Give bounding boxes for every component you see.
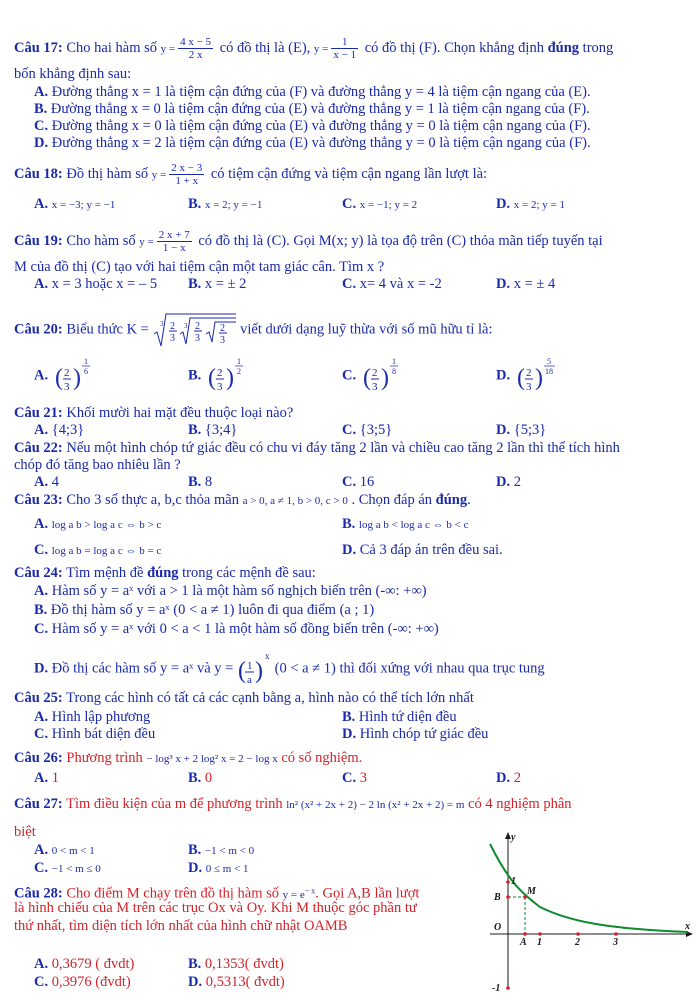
question-label: Câu 20: — [14, 321, 63, 338]
question-22 — [14, 440, 688, 457]
option-27-c[interactable]: C. −1 < m ≤ 0 — [34, 860, 101, 876]
svg-text:x: x — [264, 651, 270, 661]
svg-text:): ) — [380, 365, 389, 391]
svg-text:5: 5 — [546, 357, 551, 366]
question-text: Tìm mệnh đề — [66, 565, 144, 581]
option-18-a[interactable]: A. x = −3; y = −1 — [34, 196, 116, 212]
question-text: . Gọi A,B lần lượt — [315, 885, 420, 902]
svg-text:2: 2 — [236, 367, 241, 376]
option-26-b[interactable]: B. 0 — [188, 770, 213, 786]
question-20 — [14, 312, 688, 348]
svg-text:3: 3 — [195, 333, 201, 344]
question-label: Câu 18: — [14, 165, 63, 182]
point-a — [523, 932, 527, 936]
question-label: Câu 19: — [14, 232, 63, 249]
option-24-c[interactable]: C. Hàm số y = aˣ với 0 < a < 1 là một hàm số đồng biến trên (-∞: +∞) — [34, 621, 439, 637]
question-text: có đồ thị (F). Chọn khẳng định — [364, 39, 544, 56]
option-18-c[interactable]: C. x = −1; y = 2 — [342, 196, 418, 212]
option-25-d[interactable]: D. Hình chóp tứ giác đều — [342, 726, 489, 742]
option-24-a[interactable]: A. Hàm số y = aˣ với a > 1 là một hàm số nghịch biến trên (-∞: +∞) — [34, 583, 427, 599]
nested-radical-expression — [152, 312, 236, 348]
fraction: $\frac{4 x - 5}{2 x}$ — [180, 36, 212, 61]
svg-text:(: ( — [237, 658, 246, 684]
point-y1 — [506, 880, 510, 884]
option-17-d[interactable]: D. Đường thẳng x = 2 là tiệm cận đứng của (E) và đường thẳng y = 0 là tiệm cận ngang của (F). — [34, 135, 591, 151]
option-22-b[interactable]: B. 8 — [188, 474, 213, 490]
label-2x: 2 — [575, 937, 580, 948]
label-1y: 1 — [511, 876, 516, 887]
formula-var: y = — [139, 235, 154, 248]
question-text: viết dưới dạng luỹ thừa với số mũ hữu tỉ là: — [240, 321, 493, 338]
option-28-c[interactable]: C. 0,3976 (đvdt) — [34, 974, 131, 990]
question-28-line2: là hình chiếu của M trên các trục Ox và Oy. Khi M thuộc góc phần tư — [14, 900, 417, 916]
svg-text:(: ( — [516, 365, 525, 391]
svg-text:8: 8 — [391, 367, 396, 376]
svg-text:a: a — [246, 674, 252, 686]
option-25-c[interactable]: C. Hình bát diện đều — [34, 726, 156, 742]
label-b: B — [494, 892, 501, 903]
svg-text:3: 3 — [525, 381, 532, 393]
option-17-a[interactable]: A. Đường thẳng x = 1 là tiệm cận đứng của (F) và đường thẳng y = 4 là tiệm cận ngang của (E). — [34, 84, 591, 100]
question-23 — [14, 492, 688, 510]
svg-text:3: 3 — [170, 333, 176, 344]
svg-text:6: 6 — [83, 367, 88, 376]
option-22-d[interactable]: D. 2 — [496, 474, 521, 490]
option-27-a[interactable]: A. 0 < m < 1 — [34, 842, 95, 858]
function-formula: $y = e^{- x}$ — [282, 886, 316, 901]
option-22-c[interactable]: C. 16 — [342, 474, 375, 490]
label-o: O — [494, 922, 502, 933]
question-text: Cho hai hàm số — [66, 39, 157, 56]
option-20-b[interactable]: B. ( 2 3 ) 1 2 — [188, 357, 241, 393]
question-text: Tìm điều kiện của m để phương trình — [66, 796, 283, 812]
option-20-d[interactable]: D. ( 2 3 ) 5 18 — [496, 357, 553, 393]
point-b — [506, 895, 510, 899]
question-19 — [14, 229, 688, 254]
option-17-b[interactable]: B. Đường thẳng x = 0 là tiệm cận đứng của (E) và đường thẳng y = 1 là tiệm cận ngang của (F). — [34, 101, 590, 117]
question-27 — [14, 796, 688, 814]
question-text: trong — [582, 39, 614, 56]
option-27-b[interactable]: B. −1 < m < 0 — [188, 842, 255, 858]
option-19-d[interactable]: D. x = ± 4 — [496, 276, 556, 292]
question-text: Đồ thị hàm số — [66, 165, 149, 182]
svg-text:3: 3 — [160, 320, 164, 328]
option-21-d[interactable]: D. {5;3} — [496, 422, 547, 438]
tick-2x — [576, 932, 580, 936]
exp-decay-graph — [470, 830, 695, 995]
question-text: . Chọn đáp án — [351, 492, 433, 508]
option-28-d[interactable]: D. 0,5313( đvdt) — [188, 974, 285, 990]
option-26-a[interactable]: A. 1 — [34, 770, 59, 786]
option-21-c[interactable]: C. {3;5} — [342, 422, 393, 438]
svg-text:(: ( — [362, 365, 371, 391]
svg-text:3: 3 — [220, 335, 226, 346]
question-label: Câu 23: — [14, 492, 63, 508]
option-20-c[interactable]: C. ( 2 3 ) 1 8 — [342, 357, 396, 393]
option-17-c[interactable]: C. Đường thẳng x = 0 là tiệm cận đứng của (E) và đường thẳng y = 0 là tiệm cận ngang của (F). — [34, 118, 591, 134]
question-21 — [14, 405, 688, 422]
option-26-d[interactable]: D. 2 — [496, 770, 521, 786]
equation: − log³ x + 2 log² x = 2 − log x — [146, 753, 278, 765]
label-m: M — [527, 886, 536, 897]
option-23-c[interactable]: C. log a b = log a c ⇔ b = c — [34, 542, 162, 558]
option-24-b[interactable]: B. Đồ thị hàm số y = aˣ (0 < a ≠ 1) luôn đi qua điểm (a ; 1) — [34, 602, 375, 618]
punctuation: . — [467, 492, 471, 508]
question-text: Khối mười hai mặt đều thuộc loại nào? — [66, 405, 294, 421]
option-27-d[interactable]: D. 0 ≤ m < 1 — [188, 860, 249, 876]
svg-text:1: 1 — [83, 357, 88, 366]
label-x: x — [685, 921, 690, 932]
question-text: có 4 nghiệm phân — [468, 796, 572, 812]
question-27-line2: biệt — [14, 824, 36, 840]
question-text: Cho 3 số thực a, b,c thỏa mãn — [66, 492, 239, 508]
formula-var: y = — [160, 42, 176, 55]
emphasis: đúng — [435, 492, 468, 508]
option-25-b[interactable]: B. Hình tứ diện đều — [342, 709, 457, 725]
svg-text:2: 2 — [371, 367, 378, 379]
svg-text:): ) — [254, 658, 263, 684]
question-19-line2: M của đồ thị (C) tạo với hai tiệm cận một tam giác cân. Tìm x ? — [14, 259, 385, 275]
question-label: Câu 21: — [14, 405, 63, 421]
svg-text:): ) — [534, 365, 543, 391]
question-25 — [14, 690, 688, 707]
option-19-b[interactable]: B. x = ± 2 — [188, 276, 247, 292]
svg-text:3: 3 — [63, 381, 70, 393]
svg-text:3: 3 — [216, 381, 223, 393]
question-text: Cho hàm số — [66, 232, 136, 249]
question-26 — [14, 750, 688, 768]
svg-text:3: 3 — [371, 381, 378, 393]
option-28-b[interactable]: B. 0,1353( đvdt) — [188, 956, 284, 972]
svg-text:1: 1 — [236, 357, 241, 366]
fraction: $\frac{1}{x - 1}$ — [333, 36, 357, 61]
formula-var: y = — [313, 42, 329, 55]
emphasis: đúng — [147, 565, 179, 581]
option-18-b[interactable]: B. x = 2; y = −1 — [188, 196, 263, 212]
question-18 — [14, 162, 688, 187]
svg-text:): ) — [225, 365, 234, 391]
formula-var: y = — [151, 168, 167, 181]
equation: ln² (x² + 2x + 2) − 2 ln (x² + 2x + 2) = m — [286, 799, 465, 811]
option-19-a[interactable]: A. x = 3 hoặc x = – 5 — [34, 276, 158, 292]
question-text: có số nghiệm. — [281, 750, 363, 766]
svg-text:): ) — [72, 365, 81, 391]
question-label: Câu 27: — [14, 796, 63, 812]
question-text: Cho điểm M chạy trên đồ thị hàm số — [66, 885, 280, 902]
question-label: Câu 26: — [14, 750, 63, 766]
exp-curve — [490, 844, 688, 932]
svg-text:2: 2 — [220, 323, 226, 334]
option-23-a[interactable]: A. log a b > log a c ⇔ b > c — [34, 516, 162, 532]
question-label: Câu 22: — [14, 440, 63, 456]
tick-3x — [614, 932, 618, 936]
question-28-line3: thứ nhất, tìm diện tích lớn nhất của hình chữ nhật OAMB — [14, 918, 348, 934]
question-text: Biểu thức K = — [66, 321, 149, 338]
option-22-a[interactable]: A. 4 — [34, 474, 59, 490]
option-20-a[interactable]: A. ( 2 3 ) 1 6 — [34, 357, 88, 393]
svg-text:2: 2 — [63, 367, 70, 379]
svg-text:1: 1 — [246, 660, 253, 672]
question-17 — [14, 36, 688, 61]
svg-text:3: 3 — [184, 322, 188, 330]
question-label: Câu 17: — [14, 39, 63, 56]
option-24-d[interactable]: D. Đồ thị các hàm số y = aˣ và y = ( 1 a ) x (0 < a ≠ 1) thì đối xứng với nhau qua trục tung — [34, 651, 545, 686]
option-26-c[interactable]: C. 3 — [342, 770, 367, 786]
label-m1y: -1 — [492, 983, 501, 994]
tick-m1y — [506, 986, 510, 990]
question-text: có đồ thị là (E), — [219, 39, 311, 56]
option-18-d[interactable]: D. x = 2; y = 1 — [496, 196, 565, 212]
question-text: Nếu một hình chóp tứ giác đều có chu vi đáy tăng 2 lần và chiều cao tăng 2 lần thì thể tích hình — [66, 440, 620, 456]
question-text: có tiệm cận đứng và tiệm cận ngang lần lượt là: — [210, 165, 488, 182]
fraction: $\frac{2 x + 7}{1 - x}$ — [158, 229, 190, 254]
question-24 — [14, 565, 688, 582]
fraction: $\frac{2 x - 3}{1 + x}$ — [171, 162, 203, 187]
svg-text:18: 18 — [544, 367, 553, 376]
svg-text:2: 2 — [216, 367, 223, 379]
svg-text:1: 1 — [391, 357, 396, 366]
option-19-c[interactable]: C. x= 4 và x = -2 — [342, 276, 442, 292]
svg-text:2: 2 — [195, 321, 201, 332]
svg-text:2: 2 — [525, 367, 532, 379]
option-25-a[interactable]: A. Hình lập phương — [34, 709, 151, 725]
option-21-a[interactable]: A. {4;3} — [34, 422, 85, 438]
label-1x: 1 — [537, 937, 542, 948]
question-label: Câu 28: — [14, 885, 63, 902]
option-21-b[interactable]: B. {3;4} — [188, 422, 238, 438]
option-28-a[interactable]: A. 0,3679 ( đvdt) — [34, 956, 135, 972]
option-23-d[interactable]: D. Cả 3 đáp án trên đều sai. — [342, 542, 503, 558]
question-22-line2: chóp đó tăng bao nhiêu lần ? — [14, 457, 181, 473]
question-text: Trong các hình có tất cả các cạnh bằng a, hình nào có thể tích lớn nhất — [66, 690, 474, 706]
question-text: có đồ thị là (C). Gọi M(x; y) là tọa độ trên (C) thỏa mãn tiếp tuyến tại — [198, 232, 603, 249]
label-3x: 3 — [613, 937, 618, 948]
svg-text:(: ( — [207, 365, 216, 391]
question-17-line2: bốn khẳng định sau: — [14, 66, 132, 82]
question-label: Câu 25: — [14, 690, 63, 706]
emphasis: đúng — [547, 39, 580, 56]
tick-1x — [538, 932, 542, 936]
option-23-b[interactable]: B. log a b < log a c ⇔ b < c — [342, 516, 469, 532]
label-a: A — [520, 937, 527, 948]
question-label: Câu 24: — [14, 565, 63, 581]
question-text: trong các mệnh đề sau: — [182, 565, 316, 581]
question-text: Phương trình — [66, 750, 143, 766]
svg-text:(: ( — [54, 365, 63, 391]
condition: a > 0, a ≠ 1, b > 0, c > 0 — [242, 495, 348, 507]
svg-text:2: 2 — [170, 321, 176, 332]
label-y: y — [511, 832, 516, 843]
